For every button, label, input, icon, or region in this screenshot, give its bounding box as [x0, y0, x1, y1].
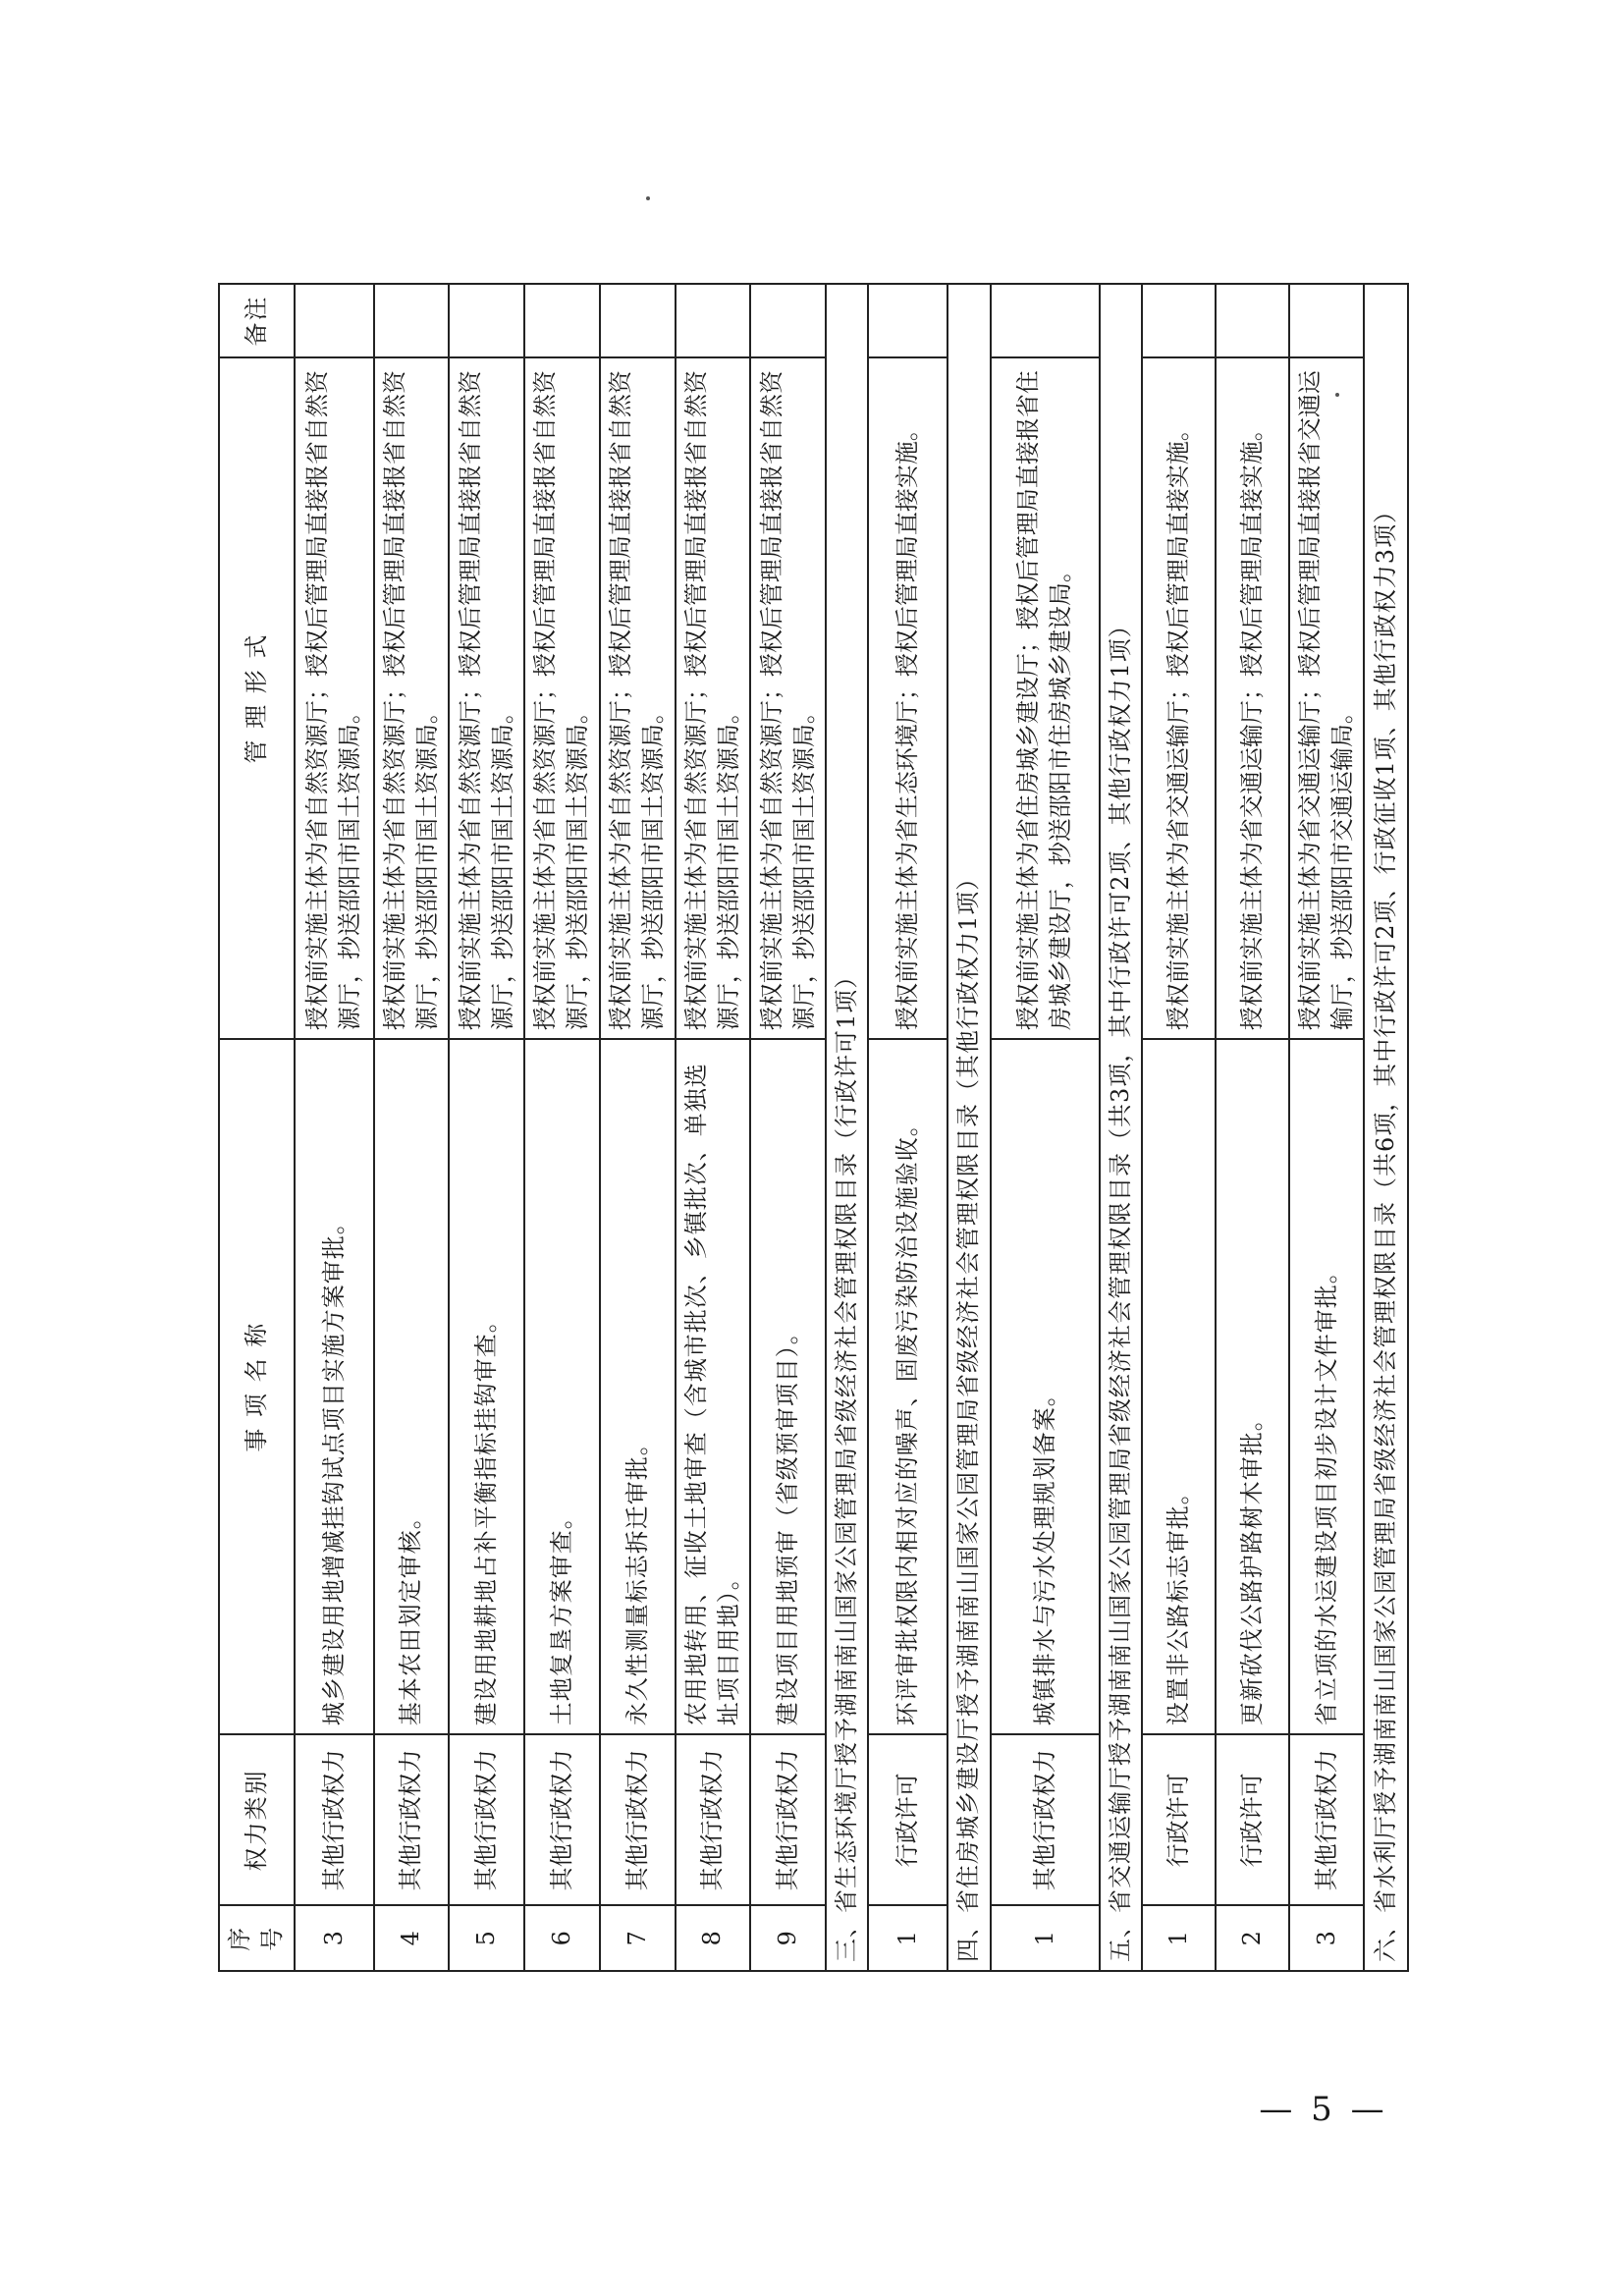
table-row	[374, 284, 450, 1971]
table-row	[991, 284, 1100, 1971]
section-6-title: 六、省水利厅授予湖南南山国家公园管理局省级经济社会管理权限目录（共6项，其中行政许可2项、行政征收1项、其他行政权力3项）	[1364, 284, 1408, 1971]
row-mgmt: 授权前实施主体为省交通运输厅；授权后管理局直接实施。	[1142, 357, 1216, 1039]
row-type: 其他行政权力	[750, 1734, 826, 1905]
table-row	[1216, 284, 1289, 1971]
row-no: 5	[449, 1905, 524, 1971]
row-note	[295, 284, 374, 357]
row-no: 3	[1289, 1905, 1365, 1971]
row-mgmt: 授权前实施主体为省自然资源厅；授权后管理局直接报省自然资源厅，抄送邵阳市国土资源局。	[600, 357, 676, 1039]
row-type: 行政许可	[868, 1734, 947, 1905]
authority-table	[218, 283, 1409, 1972]
row-item: 农用地转用、征收土地审查（含城市批次、乡镇批次、单独选址项目用地）。	[676, 1039, 751, 1734]
row-note	[600, 284, 676, 357]
table-header-row	[219, 284, 295, 1971]
row-no: 2	[1216, 1905, 1289, 1971]
row-type: 行政许可	[1216, 1734, 1289, 1905]
row-note	[676, 284, 751, 357]
row-item: 建设项目用地预审（省级预审项目）。	[750, 1039, 826, 1734]
row-note	[1142, 284, 1216, 357]
table-row	[676, 284, 751, 1971]
table-row	[868, 284, 947, 1971]
row-item: 设置非公路标志审批。	[1142, 1039, 1216, 1734]
section-row	[947, 284, 990, 1971]
row-item: 永久性测量标志拆迁审批。	[600, 1039, 676, 1734]
row-type: 其他行政权力	[524, 1734, 600, 1905]
row-type: 其他行政权力	[449, 1734, 524, 1905]
row-type: 其他行政权力	[1289, 1734, 1365, 1905]
row-item: 环评审批权限内相对应的噪声、固废污染防治设施验收。	[868, 1039, 947, 1734]
row-note	[524, 284, 600, 357]
row-mgmt: 授权前实施主体为省自然资源厅；授权后管理局直接报省自然资源厅，抄送邵阳市国土资源局。	[374, 357, 450, 1039]
row-note	[991, 284, 1100, 357]
section-4-title: 四、省住房城乡建设厅授予湖南南山国家公园管理局省级经济社会管理权限目录（其他行政权力1项）	[947, 284, 990, 1971]
rotated-page-content	[218, 283, 1409, 1972]
row-mgmt: 授权前实施主体为省自然资源厅；授权后管理局直接报省自然资源厅，抄送邵阳市国土资源局。	[295, 357, 374, 1039]
row-note	[868, 284, 947, 357]
row-mgmt: 授权前实施主体为省自然资源厅；授权后管理局直接报省自然资源厅，抄送邵阳市国土资源局。	[676, 357, 751, 1039]
row-note	[750, 284, 826, 357]
table-row	[600, 284, 676, 1971]
row-no: 1	[1142, 1905, 1216, 1971]
header-type: 权力类别	[219, 1734, 295, 1905]
row-no: 8	[676, 1905, 751, 1971]
row-item: 土地复垦方案审查。	[524, 1039, 600, 1734]
section-row	[826, 284, 868, 1971]
table-row	[449, 284, 524, 1971]
table-row	[1142, 284, 1216, 1971]
row-mgmt: 授权前实施主体为省自然资源厅；授权后管理局直接报省自然资源厅，抄送邵阳市国土资源局。	[750, 357, 826, 1039]
scan-speck	[646, 196, 650, 200]
row-item: 建设用地耕地占补平衡指标挂钩审查。	[449, 1039, 524, 1734]
page-number: — 5 —	[1259, 2090, 1388, 2129]
row-mgmt: 授权前实施主体为省交通运输厅；授权后管理局直接实施。	[1216, 357, 1289, 1039]
section-3-title: 三、省生态环境厅授予湖南南山国家公园管理局省级经济社会管理权限目录（行政许可1项）	[826, 284, 868, 1971]
row-no: 6	[524, 1905, 600, 1971]
header-note: 备注	[219, 284, 295, 357]
row-note	[449, 284, 524, 357]
row-no: 7	[600, 1905, 676, 1971]
header-mgmt: 管 理 形 式	[219, 357, 295, 1039]
row-type: 其他行政权力	[676, 1734, 751, 1905]
row-item: 城乡建设用地增减挂钩试点项目实施方案审批。	[295, 1039, 374, 1734]
row-type: 行政许可	[1142, 1734, 1216, 1905]
table-row	[1289, 284, 1365, 1971]
row-no: 4	[374, 1905, 450, 1971]
row-mgmt: 授权前实施主体为省住房城乡建设厅；授权后管理局直接报省住房城乡建设厅，抄送邵阳市住房城乡建设局。	[991, 357, 1100, 1039]
section-5-title: 五、省交通运输厅授予湖南南山国家公园管理局省级经济社会管理权限目录（共3项，其中行政许可2项、其他行政权力1项）	[1100, 284, 1142, 1971]
header-no: 序号	[219, 1905, 295, 1971]
row-item: 城镇排水与污水处理规划备案。	[991, 1039, 1100, 1734]
row-note	[374, 284, 450, 357]
section-row	[1364, 284, 1408, 1971]
row-note	[1216, 284, 1289, 357]
row-item: 更新砍伐公路护路树木审批。	[1216, 1039, 1289, 1734]
row-type: 其他行政权力	[374, 1734, 450, 1905]
row-mgmt: 授权前实施主体为省生态环境厅；授权后管理局直接实施。	[868, 357, 947, 1039]
row-item: 省立项的水运建设项目初步设计文件审批。	[1289, 1039, 1365, 1734]
table-row	[524, 284, 600, 1971]
row-type: 其他行政权力	[600, 1734, 676, 1905]
scan-speck	[1335, 393, 1339, 397]
table-row	[750, 284, 826, 1971]
row-no: 1	[868, 1905, 947, 1971]
row-no: 1	[991, 1905, 1100, 1971]
header-item: 事 项 名 称	[219, 1039, 295, 1734]
row-no: 9	[750, 1905, 826, 1971]
row-mgmt: 授权前实施主体为省自然资源厅；授权后管理局直接报省自然资源厅，抄送邵阳市国土资源局。	[449, 357, 524, 1039]
row-type: 其他行政权力	[295, 1734, 374, 1905]
row-item: 基本农田划定审核。	[374, 1039, 450, 1734]
row-mgmt: 授权前实施主体为省自然资源厅；授权后管理局直接报省自然资源厅，抄送邵阳市国土资源局。	[524, 357, 600, 1039]
section-row	[1100, 284, 1142, 1971]
row-mgmt: 授权前实施主体为省交通运输厅；授权后管理局直接报省交通运输厅，抄送邵阳市交通运输局。	[1289, 357, 1365, 1039]
row-note	[1289, 284, 1365, 357]
row-no: 3	[295, 1905, 374, 1971]
table-row	[295, 284, 374, 1971]
row-type: 其他行政权力	[991, 1734, 1100, 1905]
